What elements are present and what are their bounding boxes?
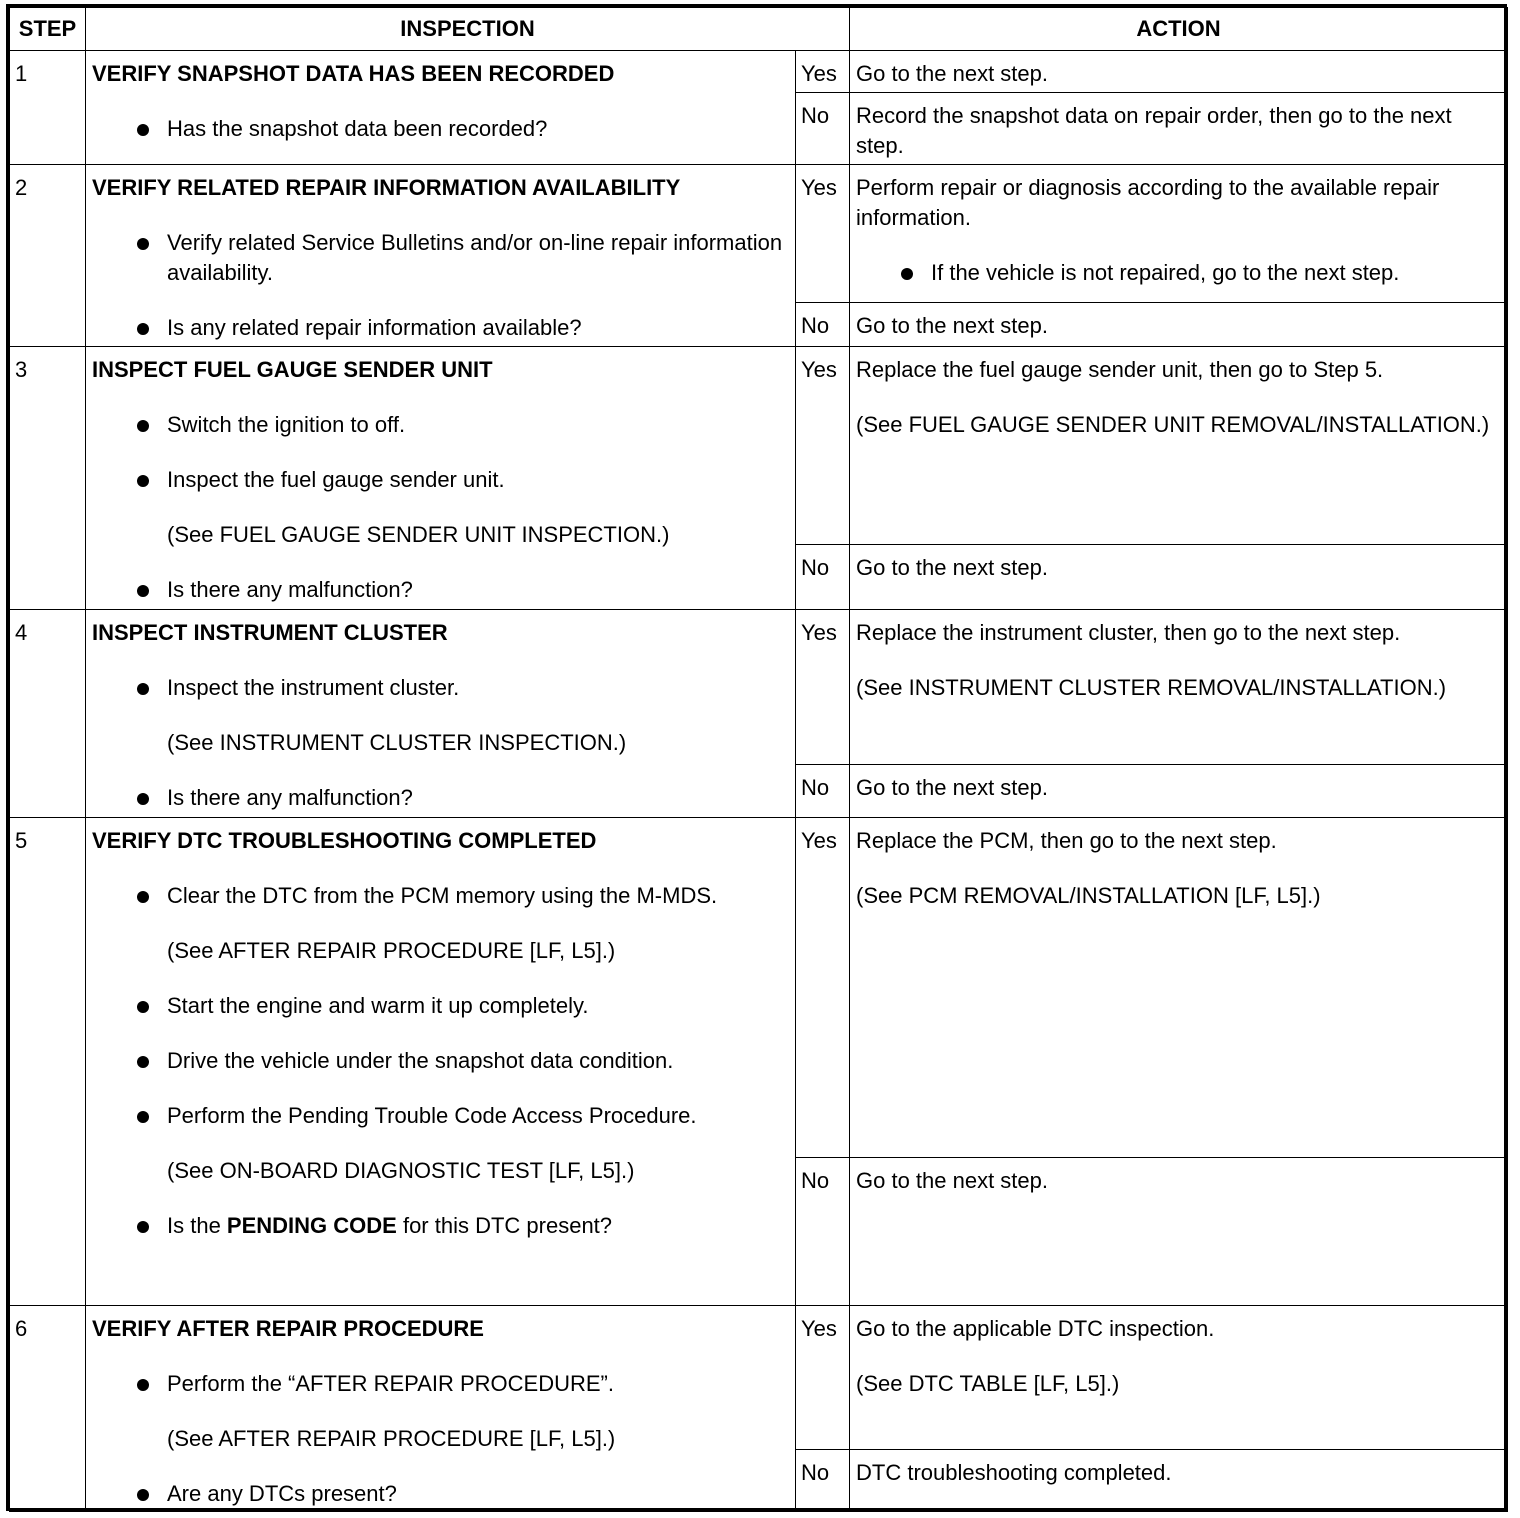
header-step: STEP bbox=[10, 8, 86, 51]
action-reference: (See DTC TABLE [LF, L5].) bbox=[856, 1371, 1120, 1396]
bullet-icon bbox=[137, 238, 149, 250]
step-2-inspection bbox=[86, 165, 796, 347]
bullet-icon bbox=[137, 891, 149, 903]
bullet-icon bbox=[137, 124, 149, 136]
inspection-note: (See FUEL GAUGE SENDER UNIT INSPECTION.) bbox=[167, 522, 670, 547]
no-label: No bbox=[796, 303, 850, 347]
step-1-row-yes bbox=[10, 51, 1508, 93]
bullet-icon bbox=[137, 1001, 149, 1013]
step-number: 3 bbox=[10, 347, 86, 610]
inspection-item: Switch the ignition to off. bbox=[92, 410, 785, 440]
yes-action: Replace the instrument cluster, then go to the next step. (See INSTRUMENT CLUSTER REMOVAL/INSTALLATION.) bbox=[850, 610, 1508, 765]
yes-action: Perform repair or diagnosis according to the available repair information. If the vehicle is not repaired, go to the next step. bbox=[850, 165, 1508, 303]
bullet-icon bbox=[137, 1379, 149, 1391]
inspection-item: Start the engine and warm it up completely. bbox=[92, 991, 785, 1021]
step-6-row-yes bbox=[10, 1306, 1508, 1450]
yes-label: Yes bbox=[796, 165, 850, 303]
inspection-item: Has the snapshot data been recorded? bbox=[92, 114, 785, 144]
header-action: ACTION bbox=[850, 8, 1508, 51]
action-reference: (See INSTRUMENT CLUSTER REMOVAL/INSTALLATION.) bbox=[856, 675, 1447, 700]
bullet-icon bbox=[137, 1489, 149, 1501]
inspection-item: Perform the “AFTER REPAIR PROCEDURE”. bbox=[92, 1369, 785, 1399]
inspection-item: Is there any malfunction? bbox=[92, 783, 785, 813]
bullet-icon bbox=[137, 1056, 149, 1068]
step-3-inspection bbox=[86, 347, 796, 610]
yes-label: Yes bbox=[796, 1306, 850, 1450]
inspection-item: Perform the Pending Trouble Code Access Procedure. bbox=[92, 1101, 785, 1131]
inspection-item: Is the PENDING CODE for this DTC present? bbox=[92, 1211, 785, 1241]
yes-label: Yes bbox=[796, 818, 850, 1158]
no-label: No bbox=[796, 93, 850, 165]
no-action: Go to the next step. bbox=[850, 765, 1508, 818]
step-title: INSPECT INSTRUMENT CLUSTER bbox=[92, 620, 448, 645]
action-reference: (See FUEL GAUGE SENDER UNIT REMOVAL/INSTALLATION.) bbox=[856, 412, 1490, 437]
header-inspection: INSPECTION bbox=[86, 8, 850, 51]
inspection-item: Inspect the fuel gauge sender unit. bbox=[92, 465, 785, 495]
bullet-icon bbox=[137, 475, 149, 487]
bullet-icon bbox=[137, 420, 149, 432]
action-reference: (See PCM REMOVAL/INSTALLATION [LF, L5].) bbox=[856, 883, 1321, 908]
step-5-row-yes bbox=[10, 818, 1508, 1158]
yes-label: Yes bbox=[796, 610, 850, 765]
inspection-item: Is there any malfunction? bbox=[92, 575, 785, 605]
step-number: 6 bbox=[10, 1306, 86, 1512]
step-4-row-yes bbox=[10, 610, 1508, 765]
bullet-icon bbox=[137, 323, 149, 335]
step-3-row-yes bbox=[10, 347, 1508, 545]
no-label: No bbox=[796, 1450, 850, 1512]
step-4-inspection bbox=[86, 610, 796, 818]
yes-label: Yes bbox=[796, 51, 850, 93]
inspection-item: Are any DTCs present? bbox=[92, 1479, 785, 1509]
step-6-inspection bbox=[86, 1306, 796, 1512]
bullet-icon bbox=[137, 683, 149, 695]
inspection-note: (See INSTRUMENT CLUSTER INSPECTION.) bbox=[167, 730, 627, 755]
no-action: Go to the next step. bbox=[850, 303, 1508, 347]
bullet-icon bbox=[901, 268, 913, 280]
bullet-icon bbox=[137, 1111, 149, 1123]
header-row bbox=[10, 8, 1508, 51]
inspection-note: (See AFTER REPAIR PROCEDURE [LF, L5].) bbox=[167, 1426, 616, 1451]
yes-action: Replace the fuel gauge sender unit, then go to Step 5. (See FUEL GAUGE SENDER UNIT REMOVAL/INSTALLATION.) bbox=[850, 347, 1508, 545]
yes-action: Go to the next step. bbox=[850, 51, 1508, 93]
no-label: No bbox=[796, 765, 850, 818]
step-title: INSPECT FUEL GAUGE SENDER UNIT bbox=[92, 357, 493, 382]
no-action: DTC troubleshooting completed. bbox=[850, 1450, 1508, 1512]
yes-action: Replace the PCM, then go to the next step. (See PCM REMOVAL/INSTALLATION [LF, L5].) bbox=[850, 818, 1508, 1158]
bullet-icon bbox=[137, 1221, 149, 1233]
step-title: VERIFY AFTER REPAIR PROCEDURE bbox=[92, 1316, 484, 1341]
inspection-note: (See ON-BOARD DIAGNOSTIC TEST [LF, L5].) bbox=[167, 1158, 635, 1183]
step-2-row-yes bbox=[10, 165, 1508, 303]
step-1-inspection bbox=[86, 51, 796, 165]
step-title: VERIFY DTC TROUBLESHOOTING COMPLETED bbox=[92, 828, 597, 853]
diagnostic-table bbox=[6, 4, 1507, 1511]
bullet-icon bbox=[137, 585, 149, 597]
yes-action: Go to the applicable DTC inspection. (See DTC TABLE [LF, L5].) bbox=[850, 1306, 1508, 1450]
bullet-icon bbox=[137, 793, 149, 805]
step-number: 4 bbox=[10, 610, 86, 818]
step-title: VERIFY RELATED REPAIR INFORMATION AVAILABILITY bbox=[92, 175, 681, 200]
step-number: 1 bbox=[10, 51, 86, 165]
no-label: No bbox=[796, 545, 850, 610]
inspection-item: Is any related repair information available? bbox=[92, 313, 785, 343]
inspection-note: (See AFTER REPAIR PROCEDURE [LF, L5].) bbox=[167, 938, 616, 963]
step-number: 5 bbox=[10, 818, 86, 1306]
step-5-inspection bbox=[86, 818, 796, 1306]
no-action: Go to the next step. bbox=[850, 1158, 1508, 1306]
inspection-item: Clear the DTC from the PCM memory using the M-MDS. bbox=[92, 881, 785, 911]
no-action: Record the snapshot data on repair order, then go to the next step. bbox=[850, 93, 1508, 165]
action-sub-item: If the vehicle is not repaired, go to the next step. bbox=[856, 258, 1497, 288]
no-action: Go to the next step. bbox=[850, 545, 1508, 610]
yes-label: Yes bbox=[796, 347, 850, 545]
inspection-item: Drive the vehicle under the snapshot data condition. bbox=[92, 1046, 785, 1076]
no-label: No bbox=[796, 1158, 850, 1306]
inspection-item: Inspect the instrument cluster. bbox=[92, 673, 785, 703]
step-title: VERIFY SNAPSHOT DATA HAS BEEN RECORDED bbox=[92, 61, 615, 86]
step-number: 2 bbox=[10, 165, 86, 347]
inspection-item: Verify related Service Bulletins and/or on-line repair information availability. bbox=[92, 228, 785, 288]
